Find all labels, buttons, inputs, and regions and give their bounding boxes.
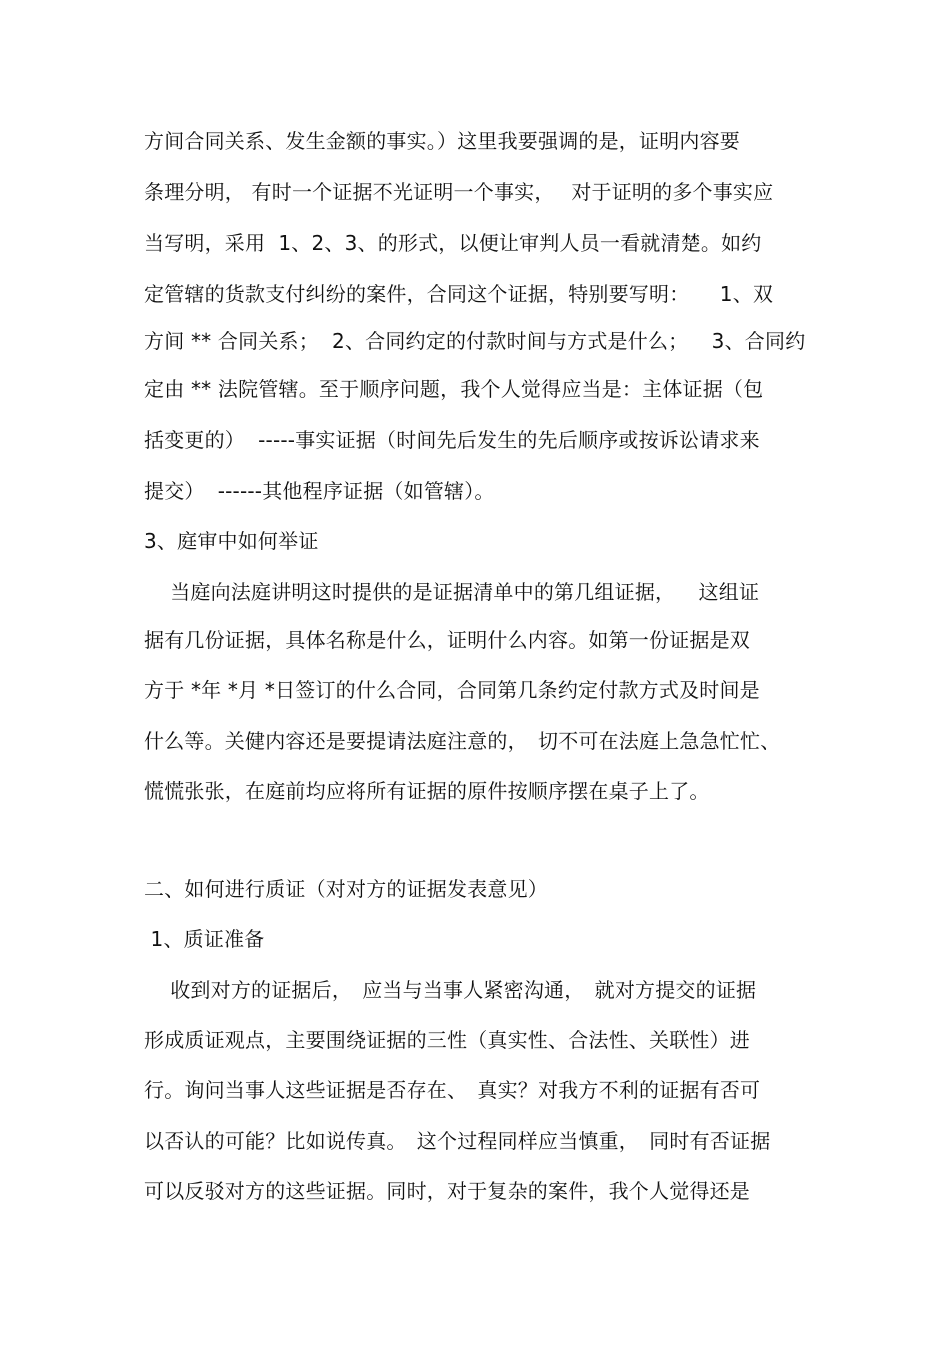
paragraph-line: 以否认的可能？比如说传真。 这个过程同样应当慎重， 同时有否证据 (144, 1129, 771, 1153)
paragraph-line: 方于 *年 *月 *日签订的什么合同，合同第几条约定付款方式及时间是 (144, 678, 760, 702)
paragraph-line: 定由 ** 法院管辖。至于顺序问题，我个人觉得应当是：主体证据（包 (144, 377, 764, 401)
paragraph-line: 方间合同关系、发生金额的事实。）这里我要强调的是，证明内容要 (144, 129, 740, 153)
paragraph-line: 定管辖的货款支付纠纷的案件，合同这个证据，特别要写明： 1、双 (144, 282, 774, 306)
paragraph-line: 条理分明， 有时一个证据不光证明一个事实， 对于证明的多个事实应 (144, 180, 774, 204)
paragraph-line: 收到对方的证据后， 应当与当事人紧密沟通， 就对方提交的证据 (144, 978, 757, 1002)
paragraph-line: 提交） ------其他程序证据（如管辖）。 (144, 479, 495, 503)
paragraph-line: 慌慌张张，在庭前均应将所有证据的原件按顺序摆在桌子上了。 (144, 779, 710, 803)
paragraph-line: 方间 ** 合同关系； 2、合同约定的付款时间与方式是什么； 3、合同约 (144, 329, 806, 353)
paragraph-line: 括变更的） -----事实证据（时间先后发生的先后顺序或按诉讼请求来 (144, 428, 760, 452)
paragraph-line: 行。询问当事人这些证据是否存在、 真实？对我方不利的证据有否可 (144, 1078, 761, 1102)
paragraph-line: 什么等。关健内容还是要提请法庭注意的， 切不可在法庭上急急忙忙、 (144, 729, 781, 753)
paragraph-line: 形成质证观点，主要围绕证据的三性（真实性、合法性、关联性）进 (144, 1028, 750, 1052)
paragraph-line: 可以反驳对方的这些证据。同时，对于复杂的案件，我个人觉得还是 (144, 1179, 750, 1203)
section-heading: 3、庭审中如何举证 (144, 529, 319, 553)
paragraph-line: 当庭向法庭讲明这时提供的是证据清单中的第几组证据， 这组证 (144, 580, 760, 604)
paragraph-line: 据有几份证据，具体名称是什么，证明什么内容。如第一份证据是双 (144, 628, 750, 652)
subsection-heading: 1、质证准备 (144, 927, 265, 951)
section-heading: 二、如何进行质证（对对方的证据发表意见） (144, 877, 548, 901)
paragraph-line: 当写明，采用 1、2、3、的形式，以便让审判人员一看就清楚。如约 (144, 231, 762, 255)
